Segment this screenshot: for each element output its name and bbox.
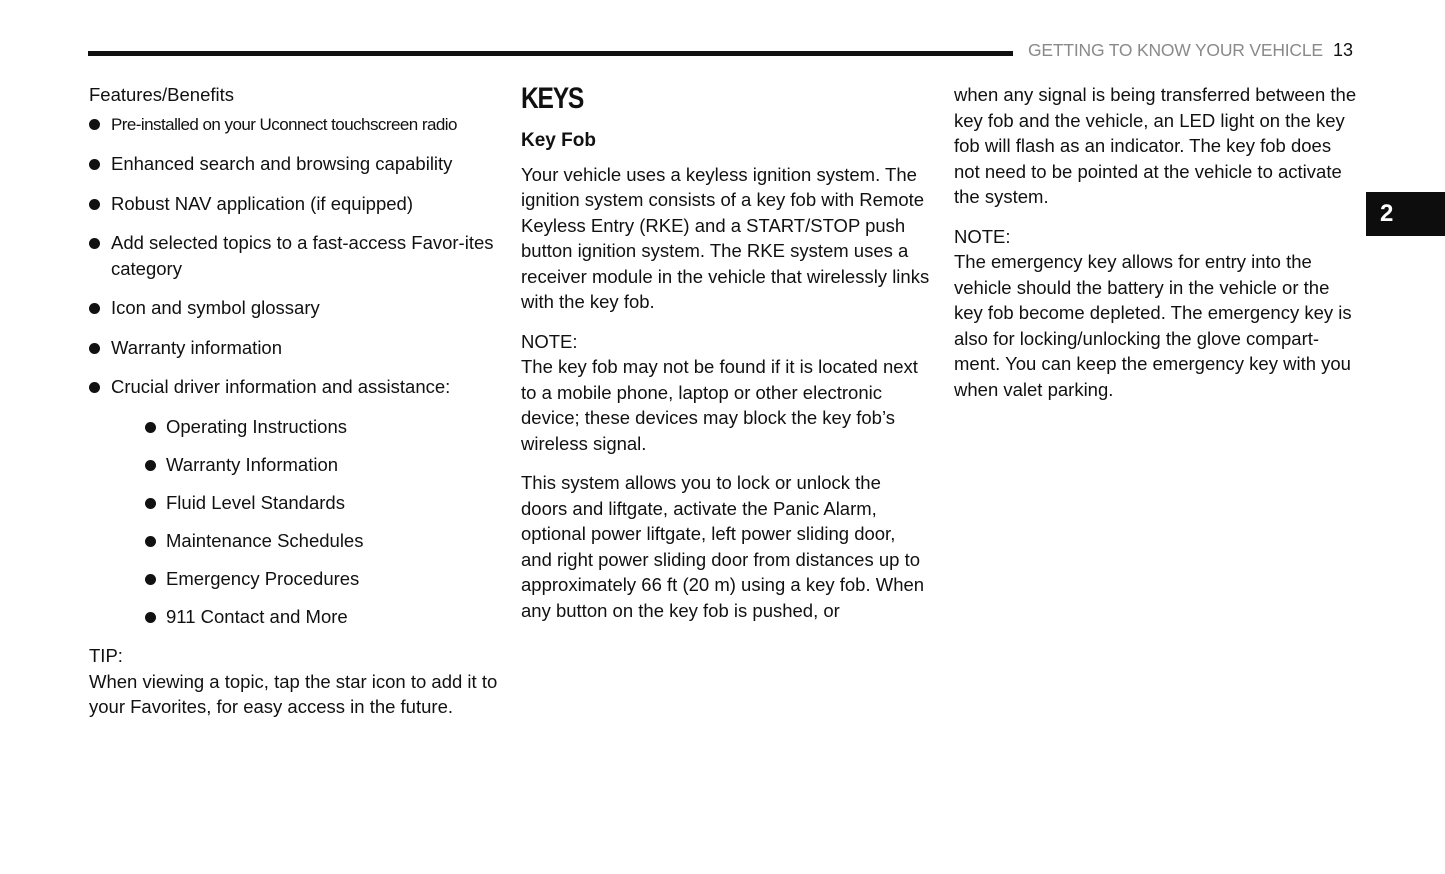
sublist-item: 911 Contact and More	[145, 604, 499, 630]
sublist-item: Emergency Procedures	[145, 566, 499, 592]
system-paragraph: This system allows you to lock or unlock the doors and liftgate, activate the Panic Alarm, optional power liftgate, left power sliding door, and right power sliding door from distances up to approximately 66 ft (20 m) using a key fob. When any button on the key fob is pushed, or	[521, 472, 925, 621]
bullet-icon	[145, 536, 156, 547]
sublist-item: Operating Instructions	[145, 414, 499, 440]
column-3	[954, 82, 1359, 402]
list-item: Add selected topics to a fast-access Favor-ites category	[89, 230, 499, 281]
list-item: Icon and symbol glossary	[89, 295, 499, 321]
section-title: KEYS	[521, 82, 584, 115]
bullet-icon	[89, 199, 100, 210]
features-list	[89, 111, 499, 630]
bullet-icon	[89, 382, 100, 393]
tip-label: TIP:	[89, 645, 123, 666]
bullet-icon	[89, 303, 100, 314]
emergency-key-note: The emergency key allows for entry into the vehicle should the battery in the vehicle or the key fob become depleted. The emergency key is also for locking/unlocking the glove compart-ment. You can keep the emergency key with you when valet parking.	[954, 251, 1352, 400]
note-label: NOTE:	[521, 330, 578, 352]
list-item: Crucial driver information and assistance: Operating Instructions Warranty Information Fluid Level Standards Maintenance Schedules Emergency Procedures 911 Contact and More	[89, 374, 499, 629]
header-rule	[88, 51, 1013, 56]
list-item: Warranty information	[89, 335, 499, 361]
column-2	[521, 82, 931, 623]
page-number: 13	[1333, 40, 1354, 60]
sublist-item: Warranty Information	[145, 452, 499, 478]
bullet-icon	[145, 460, 156, 471]
list-item: Pre-installed on your Uconnect touchscreen radio	[89, 111, 499, 138]
bullet-icon	[89, 159, 100, 170]
bullet-icon	[89, 119, 100, 130]
column-1	[89, 82, 499, 720]
running-head: GETTING TO KNOW YOUR VEHICLE	[1028, 40, 1323, 60]
list-item: Enhanced search and browsing capability	[89, 151, 499, 177]
bullet-icon	[145, 422, 156, 433]
key-fob-subheading: Key Fob	[521, 130, 596, 151]
bullet-icon	[145, 498, 156, 509]
note-label: NOTE:	[954, 225, 1011, 247]
bullet-icon	[89, 238, 100, 249]
assistance-sublist	[145, 414, 499, 630]
key-fob-paragraph: Your vehicle uses a keyless ignition system. The ignition system consists of a key fob with Remote Keyless Entry (RKE) and a START/STOP push button ignition system. The RKE system uses a receiver module in the vehicle that wirelessly links with the key fob.	[521, 163, 930, 312]
features-heading: Features/Benefits	[89, 84, 234, 105]
sublist-item: Fluid Level Standards	[145, 490, 499, 516]
sublist-item: Maintenance Schedules	[145, 528, 499, 554]
note-text: The key fob may not be found if it is located next to a mobile phone, laptop or other electronic device; these devices may block the key fob’s wireless signal.	[521, 356, 918, 454]
bullet-icon	[145, 574, 156, 585]
bullet-icon	[145, 612, 156, 623]
bullet-icon	[89, 343, 100, 354]
tip-text: When viewing a topic, tap the star icon to add it to your Favorites, for easy access in the future.	[89, 670, 498, 717]
list-item: Robust NAV application (if equipped)	[89, 191, 499, 217]
chapter-tab[interactable]: 2	[1366, 192, 1445, 236]
led-paragraph: when any signal is being transferred between the key fob and the vehicle, an LED light on the key fob will flash as an indicator. The key fob does not need to be pointed at the vehicle to activate the system.	[954, 84, 1357, 207]
